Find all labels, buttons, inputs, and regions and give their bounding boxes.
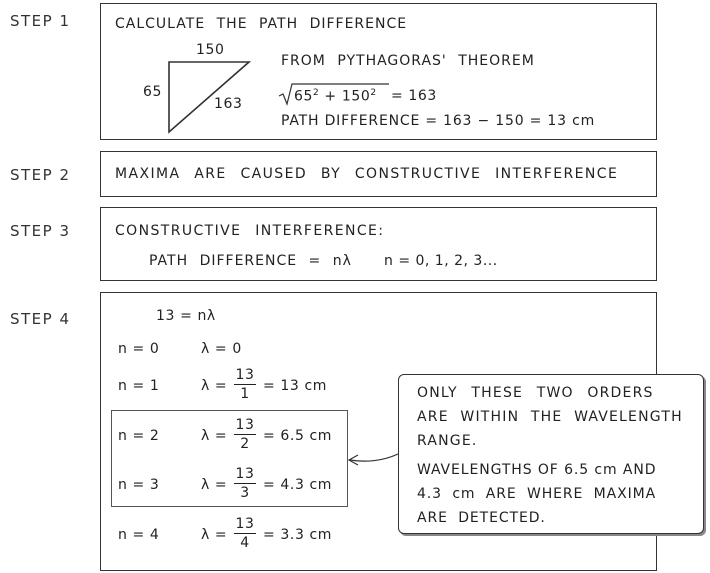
step-2-label: STEP 2 bbox=[10, 166, 71, 184]
row-n: n = 4 bbox=[118, 527, 160, 543]
step-3-box bbox=[100, 207, 657, 281]
step-1-label: STEP 1 bbox=[10, 12, 71, 30]
callout-line2: ARE WITHIN THE WAVELENGTH bbox=[417, 409, 683, 425]
side-label-top: 150 bbox=[196, 42, 225, 58]
pythagoras-title: FROM PYTHAGORAS' THEOREM bbox=[281, 53, 535, 69]
step-4-equation: 13 = nλ bbox=[156, 308, 216, 324]
row-lambda: λ = bbox=[201, 527, 228, 543]
step-3-label: STEP 3 bbox=[10, 222, 71, 240]
callout-note bbox=[398, 374, 704, 534]
row-lambda: λ = bbox=[201, 477, 228, 493]
callout-line4: WAVELENGTHS OF 6.5 cm AND bbox=[417, 462, 657, 478]
step-3-n-values: n = 0, 1, 2, 3... bbox=[384, 253, 498, 269]
row-n: n = 1 bbox=[118, 378, 160, 394]
row-lambda: λ = 0 bbox=[201, 341, 242, 357]
row-n: n = 3 bbox=[118, 477, 160, 493]
side-label-left: 65 bbox=[143, 84, 163, 100]
path-difference-line: PATH DIFFERENCE = 163 − 150 = 13 cm bbox=[281, 113, 596, 129]
callout-line5: 4.3 cm ARE WHERE MAXIMA bbox=[417, 486, 657, 502]
sqrt-term-a: $65^2 + 150^2$ bbox=[294, 88, 377, 105]
callout-line1: ONLY THESE TWO ORDERS bbox=[417, 385, 654, 401]
row-fraction: 13 1 bbox=[235, 367, 255, 402]
step-1-box bbox=[100, 3, 657, 140]
row-result: = 3.3 cm bbox=[263, 527, 333, 543]
step-2-box bbox=[100, 151, 657, 197]
row-fraction: 13 3 bbox=[235, 466, 255, 501]
row-n: n = 2 bbox=[118, 428, 160, 444]
row-lambda: λ = bbox=[201, 428, 228, 444]
step-3-line2: PATH DIFFERENCE = nλ bbox=[149, 253, 352, 269]
step-4-label: STEP 4 bbox=[10, 310, 71, 328]
callout-line3: RANGE. bbox=[417, 433, 478, 449]
row-result: = 6.5 cm bbox=[263, 428, 333, 444]
row-fraction: 13 4 bbox=[235, 516, 255, 551]
step-3-line1: CONSTRUCTIVE INTERFERENCE: bbox=[115, 223, 385, 239]
step-2-text: MAXIMA ARE CAUSED BY CONSTRUCTIVE INTERFERENCE bbox=[115, 166, 619, 182]
row-result: = 4.3 cm bbox=[263, 477, 333, 493]
row-result: = 13 cm bbox=[263, 378, 327, 394]
row-fraction: 13 2 bbox=[235, 417, 255, 452]
sqrt-result: = 163 bbox=[391, 88, 437, 104]
step-1-heading: CALCULATE THE PATH DIFFERENCE bbox=[115, 16, 408, 32]
callout-arrow bbox=[346, 450, 406, 470]
row-lambda: λ = bbox=[201, 378, 228, 394]
callout-line6: ARE DETECTED. bbox=[417, 510, 546, 526]
row-n: n = 0 bbox=[118, 341, 160, 357]
side-label-hypotenuse: 163 bbox=[214, 96, 243, 112]
